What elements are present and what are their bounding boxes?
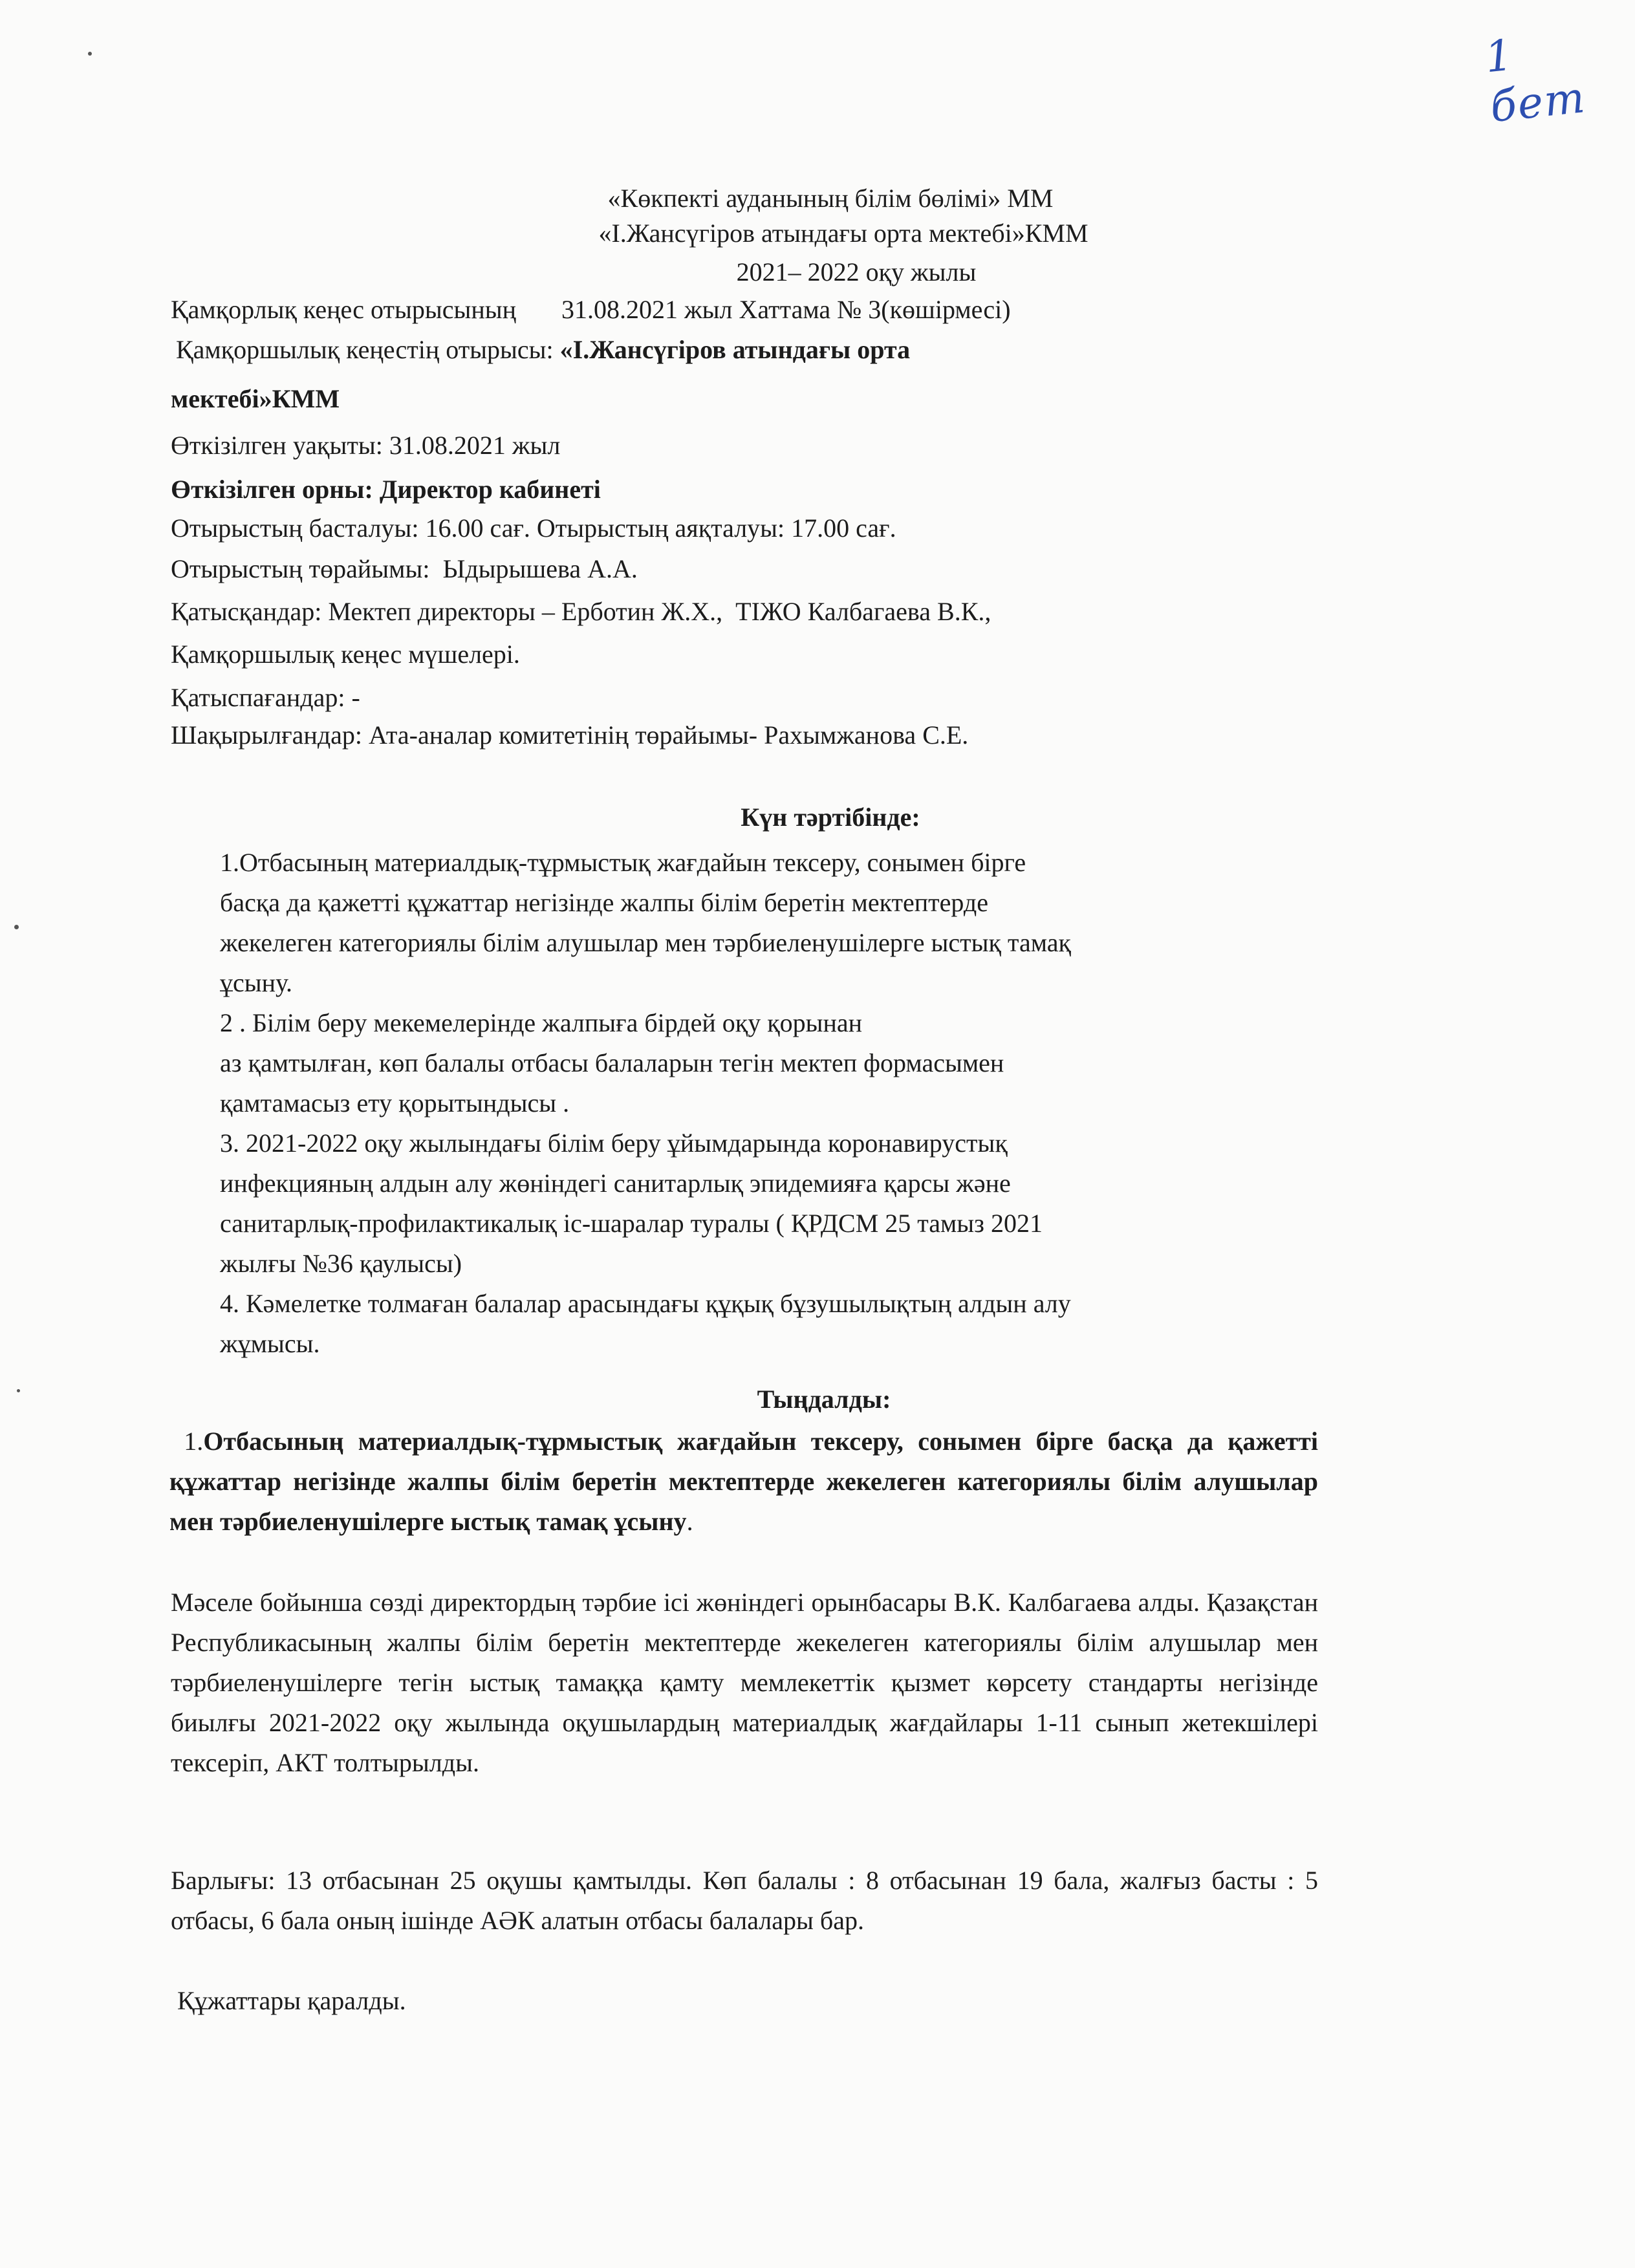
agenda-line: қамтамасыз ету қорытындысы . [220,1088,570,1118]
agenda-line: басқа да қажетті құжаттар негізінде жалпы білім беретін мектептерде [220,888,988,917]
agenda-line: 3. 2021-2022 оқу жылындағы білім беру ұйымдарында коронавирустық [220,1129,1008,1158]
council-name: «І.Жансүгіров атындағы орта [559,335,911,364]
agenda-line: санитарлық-профилактикалық іс-шаралар туралы ( ҚРДСМ 25 тамыз 2021 [220,1209,1043,1238]
documents-reviewed: Құжаттары қаралды. [171,1986,406,2015]
agenda-line: 1.Отбасының материалдық-тұрмыстық жағдайын тексеру, сонымен бірге [220,848,1026,877]
agenda-line: ұсыну. [220,968,293,997]
start-end-time: Отырыстың басталуы: 16.00 сағ. Отырыстың аяқталуы: 17.00 сағ. [171,513,896,543]
heard-item-number: 1. [169,1427,204,1456]
handwritten-page-mark: 1 бет [1482,30,1588,133]
agenda-line: аз қамтылған, көп балалы отбасы балаларын тегін мектеп формасымен [220,1048,1004,1077]
header-line-3: 2021– 2022 оқу жылы [736,257,977,286]
agenda-line: инфекцияның алдын алу жөніндегі санитарлық эпидемияға қарсы және [220,1169,1011,1198]
heard-item-topic: Отбасының материалдық-тұрмыстық жағдайын тексеру, сонымен бірге басқа да қажетті құжаттар негізінде жалпы білім беретін мектептерде жекелеген категориялы білім алушылар мен тәрбиеленушілерге ыстық тамақ ұсыну [169,1427,1318,1536]
agenda-line: жұмысы. [220,1329,320,1358]
agenda-line: 2 . Білім беру мекемелерінде жалпыға бірдей оқу қорынан [220,1008,863,1037]
heard-item [169,1421,1318,1542]
agenda-line: жекелеген категориялы білім алушылар мен тәрбиеленушілерге ыстық тамақ [220,928,1071,957]
scan-speck [14,925,19,929]
protocol-line: Қамқорлық кеңес отырысының 31.08.2021 жыл Хаттама № 3(көшірмесі) [171,295,1011,324]
council-label: Қамқоршылық кеңестің отырысы: [176,335,560,364]
invited: Шақырылғандар: Ата-аналар комитетінің төрайымы- Рахымжанова С.Е. [171,720,969,750]
agenda-line: 4. Кәмелетке толмаған балалар арасындағы құқық бұзушылықтың алдын алу [220,1289,1071,1318]
scan-speck [88,52,92,56]
statistics-paragraph: Барлығы: 13 отбасынан 25 оқушы қамтылды. Көп балалы : 8 отбасынан 19 бала, жалғыз басты : 5 отбасы, 6 бала оның ішінде АӘК алатын отбасы балалары бар. [171,1866,1318,1935]
report-paragraph: Мәселе бойынша сөзді директордың тәрбие ісі жөніндегі орынбасары В.К. Калбагаева алды. Қазақстан Республикасының жалпы білім беретін мектептерде жекелеген категориялы білім алушылар мен тәрбиеленушілерге тегін ыстық тамаққа қамту мемлекеттік қызмет көрсету стандарты негізінде биылғы 2021-2022 оқу жылында оқушылардың материалдық жағдайлары 1-11 сынып жетекшілері тексеріп, АКТ толтырылды. [171,1588,1318,1777]
council-name-cont: мектебі»КММ [171,384,340,413]
chairperson: Отырыстың төрайымы: Ыдырышева А.А. [171,554,638,583]
header-line-1: «Көкпекті ауданының білім бөлімі» ММ [607,184,1054,213]
participants-cont: Қамқоршылық кеңес мүшелері. [171,640,520,669]
held-place: Өткізілген орны: Директор кабинеті [171,475,601,504]
heard-title: Тыңдалды: [757,1385,891,1414]
agenda-line: жылғы №36 қаулысы) [220,1249,462,1278]
agenda-title: Күн тәртібінде: [741,803,920,832]
participants: Қатысқандар: Мектеп директоры – Ерботин Ж.Х., ТІЖО Калбагаева В.К., [171,597,991,626]
held-time: Өткізілген уақыты: 31.08.2021 жыл [171,431,561,460]
header-line-2: «І.Жансүгіров атындағы орта мектебі»КММ [598,219,1088,248]
heard-item-period: . [686,1507,693,1536]
council-line [176,334,910,365]
absent: Қатыспағандар: - [171,683,360,712]
